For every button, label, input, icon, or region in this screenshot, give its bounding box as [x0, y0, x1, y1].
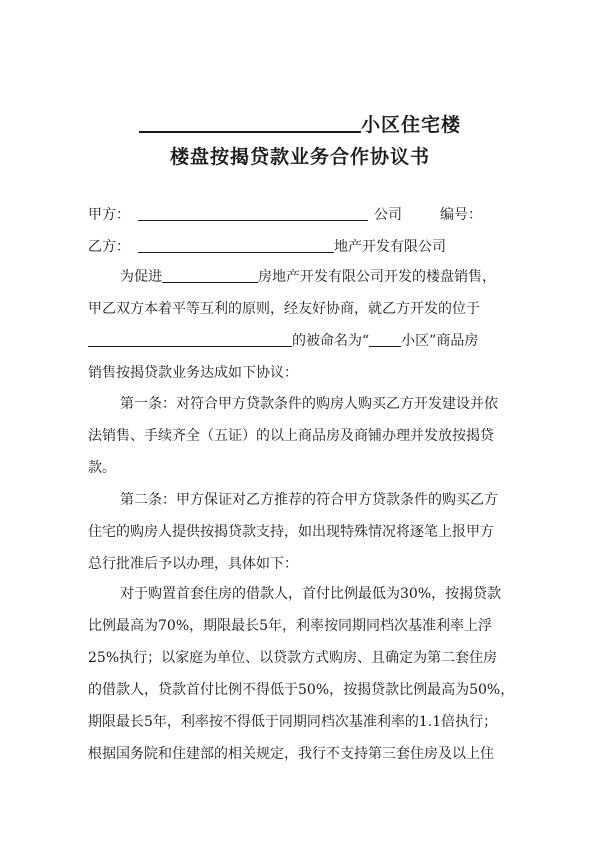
location-blank[interactable]	[88, 332, 292, 347]
details-line-4: 的借款人，贷款首付比例不得低于50%，按揭贷款比例最高为50%，	[88, 682, 515, 698]
article-2-line-3: 总行批准后予以办理，具体如下：	[88, 556, 298, 572]
party-a-label: 甲方：	[88, 207, 130, 223]
number-label: 编号：	[440, 207, 482, 223]
party-a-row	[88, 204, 482, 224]
community-blank[interactable]	[369, 332, 401, 347]
article-1-line-1: 第一条：对符合甲方贷款条件的购房人购买乙方开发建设并依	[120, 396, 498, 412]
intro-line-3	[88, 325, 528, 357]
party-b-blank[interactable]	[138, 238, 334, 253]
article-1-line-2: 法销售、手续齐全（五证）的以上商品房及商铺办理并发放按揭贷	[88, 428, 494, 444]
intro-line-1b: 房地产开发有限公司开发的楼盘销售，	[258, 269, 496, 285]
title-suffix: 小区住宅楼	[360, 114, 461, 136]
details-line-2: 比例最高为70%，期限最长5年，利率按同期同档次基准利率上浮	[88, 618, 493, 634]
community-name-blank[interactable]	[139, 113, 361, 133]
intro-line-1	[88, 261, 528, 293]
intro-line-3b: 小区”商品房	[401, 333, 479, 349]
intro-line-3a: 的被命名为“	[292, 333, 370, 349]
party-a-suffix: 公司	[374, 207, 402, 223]
loan-details	[88, 578, 528, 770]
developer-blank[interactable]	[162, 268, 258, 283]
intro-line-2: 甲乙双方本着平等互利的原则，经友好协商，就乙方开发的位于	[88, 301, 480, 317]
party-a-blank[interactable]	[138, 206, 368, 221]
intro-line-4: 销售按揭贷款业务达成如下协议：	[88, 365, 298, 381]
intro-line-1a: 为促进	[120, 269, 162, 285]
intro-paragraph	[88, 261, 528, 389]
details-line-3: 25%执行；以家庭为单位、以贷款方式购房、且确定为第二套住房	[88, 650, 498, 666]
party-b-suffix: 地产开发有限公司	[334, 239, 446, 255]
details-line-1: 对于购置首套住房的借款人，首付比例最低为30%，按揭贷款	[120, 586, 502, 602]
article-1	[88, 388, 528, 484]
details-line-5: 期限最长5年，利率按不得低于同期同档次基准利率的1.1倍执行；	[88, 714, 498, 730]
document-title-line2: 楼盘按揭贷款业务合作协议书	[169, 146, 430, 168]
details-line-6: 根据国务院和住建部的相关规定，我行不支持第三套住房及以上住	[88, 746, 494, 762]
party-b-label: 乙方：	[88, 239, 130, 255]
document-title-line1	[0, 110, 600, 137]
party-b-row	[88, 236, 446, 256]
article-2-line-2: 住宅的购房人提供按揭贷款支持，如出现特殊情况将逐笔上报甲方	[88, 524, 494, 540]
article-2	[88, 484, 528, 580]
article-2-line-1: 第二条：甲方保证对乙方推荐的符合甲方贷款条件的购买乙方	[120, 492, 498, 508]
article-1-line-3: 款。	[88, 460, 116, 476]
